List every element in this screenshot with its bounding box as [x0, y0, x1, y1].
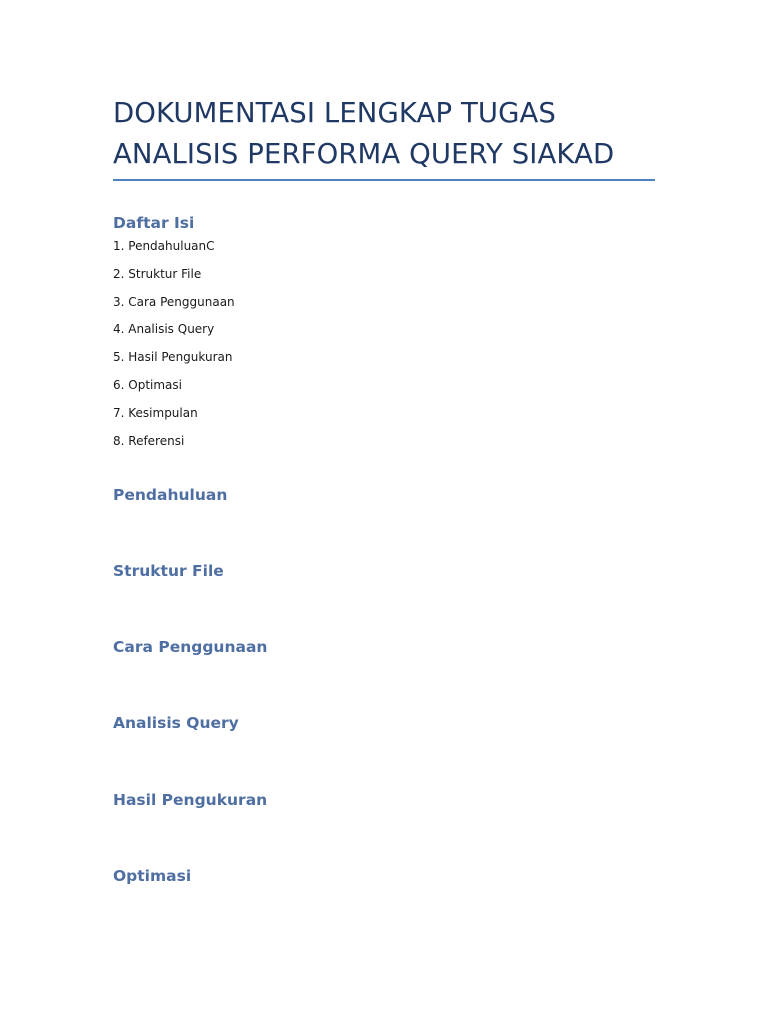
section-heading-cara-penggunaan: Cara Penggunaan	[113, 638, 268, 656]
toc-item-cara-penggunaan: 3. Cara Penggunaan	[113, 294, 235, 309]
document-title-line-1: DOKUMENTASI LENGKAP TUGAS	[113, 97, 556, 129]
toc-item-pendahuluan: 1. PendahuluanC	[113, 239, 215, 253]
toc-item-analisis-query: 4. Analisis Query	[113, 322, 215, 337]
section-heading-pendahuluan: Pendahuluan	[113, 486, 228, 504]
toc-item-referensi: 8. Referensi	[113, 433, 185, 448]
section-heading-optimasi: Optimasi	[113, 867, 192, 885]
toc-heading: Daftar Isi	[113, 214, 195, 232]
toc-item-hasil-pengukuran: 5. Hasil Pengukuran	[113, 350, 233, 365]
title-underline-rule	[113, 179, 655, 181]
document-title-line-2: ANALISIS PERFORMA QUERY SIAKAD	[113, 138, 615, 170]
toc-item-struktur-file: 2. Struktur File	[113, 266, 202, 281]
toc-item-optimasi: 6. Optimasi	[113, 377, 182, 392]
section-heading-hasil-pengukuran: Hasil Pengukuran	[113, 791, 268, 809]
toc-list	[113, 237, 235, 459]
toc-item-kesimpulan: 7. Kesimpulan	[113, 405, 198, 420]
document-title	[113, 93, 673, 175]
section-heading-analisis-query: Analisis Query	[113, 714, 239, 732]
section-heading-struktur-file: Struktur File	[113, 562, 224, 580]
